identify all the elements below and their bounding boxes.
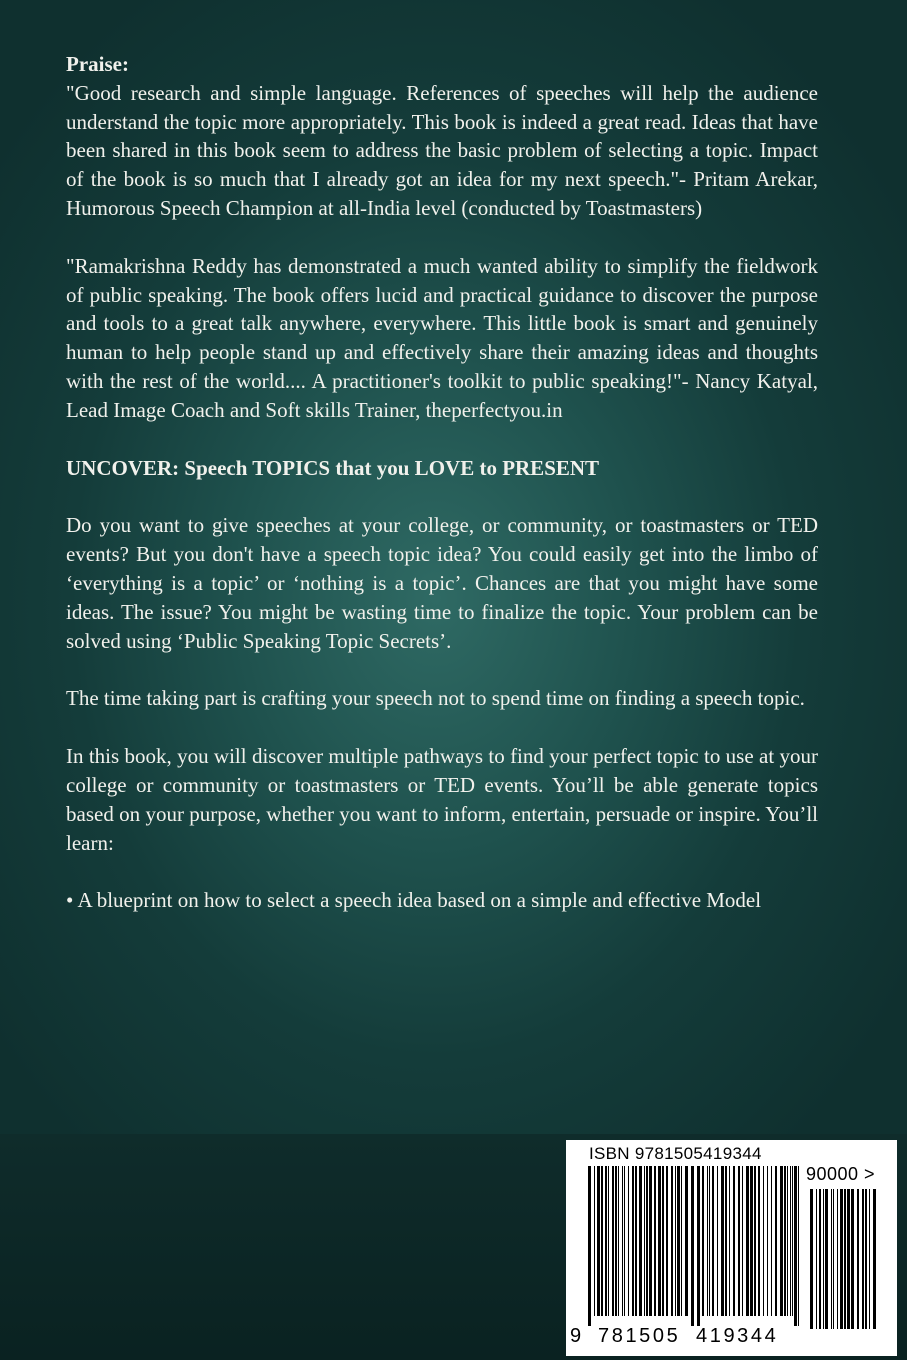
barcode-bar [702, 1166, 704, 1316]
barcode-bar [697, 1166, 700, 1326]
barcode-bar [646, 1166, 648, 1316]
praise-quote-1: "Good research and simple language. References of speeches will help the audience understand the topic more appropriately. This book is indeed a great read. Ideas that have been shared in this book seem to address the basic problem of selecting a topic. Impact of the book is so much that I already got an idea for my next speech."- Pritam Arekar, Humorous Speech Champion at all-India level (conducted by Toastmasters) [66, 80, 818, 220]
barcode-bar [790, 1166, 791, 1316]
barcode-bar [819, 1189, 821, 1329]
praise-quote-2: "Ramakrishna Reddy has demonstrated a much wanted ability to simplify the fieldwork of public speaking. The book offers lucid and practical guidance to discover the purpose and tools to a great talk anywhere, everywhere. This little book is smart and genuinely human to help people stand up and effectively share their amazing ideas and thoughts with the rest of the world.... A practitioner's toolkit to public speaking!"- Nancy Katyal, Lead Image Coach and Soft skills Trainer, theperfectyou.in [66, 253, 818, 422]
bullet-item: • A blueprint on how to select a speech idea based on a simple and effective Model [66, 888, 762, 913]
barcode-bar [691, 1166, 694, 1326]
barcode-digits-left: 781505 [598, 1325, 681, 1347]
barcode-bar [837, 1189, 838, 1329]
barcode-bar [685, 1166, 688, 1316]
barcode-bar [707, 1166, 708, 1316]
barcode-bar [588, 1166, 591, 1326]
barcode-bar [833, 1189, 834, 1329]
barcode-bar [639, 1166, 642, 1316]
barcode-bar [733, 1166, 735, 1316]
description-paragraph-2: The time taking part is crafting your speech not to spend time on finding a speech topic. [66, 686, 805, 711]
barcode-bar [742, 1166, 743, 1316]
barcode-bar [825, 1189, 828, 1329]
description-paragraph-1: Do you want to give speeches at your college, or community, or toastmasters or TED events? But you don't have a speech topic idea? You could easily get into the limbo of ‘everything is a topic’ or ‘nothing is a topic’. Chances are that you might have some ideas. The issue? You might be wasting time to finalize the topic. Your problem can be solved using ‘Public Speaking Topic Secrets’. [66, 513, 818, 653]
barcode-bar [618, 1166, 619, 1316]
barcode-bar [763, 1166, 764, 1316]
isbn-label: ISBN 9781505419344 [589, 1144, 762, 1163]
barcode-bar [654, 1166, 656, 1316]
barcode-bar [649, 1166, 652, 1316]
barcode-bar [758, 1166, 760, 1316]
barcode-bar [784, 1166, 786, 1316]
barcode-bar [624, 1166, 625, 1316]
barcode-bar [622, 1166, 623, 1316]
barcode-digits-right: 419344 [696, 1325, 779, 1347]
barcode-bar [628, 1166, 629, 1316]
barcode-bar [721, 1166, 724, 1316]
description-paragraph-3: In this book, you will discover multiple pathways to find your perfect topic to use at your college or community or toastmasters or TED events. You’ll be able generate topics based on your purpose, whether you want to inform, entertain, persuade or inspire. You’ll learn: [66, 744, 818, 855]
barcode-bar [780, 1166, 783, 1316]
barcode-bar [754, 1166, 756, 1316]
barcode-bar [873, 1189, 876, 1329]
barcode-bar [831, 1189, 832, 1329]
barcode-bar [787, 1166, 788, 1316]
barcode-bar [601, 1166, 603, 1316]
barcode-bar [857, 1189, 859, 1329]
barcode-bar [767, 1166, 768, 1316]
barcode-bar [712, 1166, 714, 1316]
book-headline: UNCOVER: Speech TOPICS that you LOVE to PRESENT [66, 455, 600, 480]
blurb-text [66, 50, 818, 915]
barcode-bar [840, 1189, 843, 1329]
barcode-bar [771, 1166, 772, 1316]
barcode-bar [666, 1166, 668, 1316]
barcode-bar [605, 1166, 607, 1316]
barcode-bar [717, 1166, 718, 1316]
barcode-bars-main [588, 1166, 800, 1326]
barcode-bar [810, 1189, 813, 1329]
barcode-bar [662, 1166, 664, 1316]
barcode-bar [677, 1166, 680, 1316]
barcode-bar [709, 1166, 710, 1316]
barcode-bar [869, 1189, 870, 1329]
barcode-bar [738, 1166, 740, 1316]
barcode-bar [729, 1166, 730, 1316]
barcode-bar [681, 1166, 682, 1316]
barcode-bar [851, 1189, 854, 1329]
barcode-bar [746, 1166, 749, 1316]
barcode-bar [675, 1166, 676, 1316]
barcode-bars-addon [810, 1189, 876, 1329]
barcode-bar [816, 1189, 817, 1329]
barcode-bar [594, 1166, 595, 1316]
barcode-bar [644, 1166, 645, 1316]
barcode-digit-first: 9 [570, 1325, 584, 1347]
barcode-bar [862, 1189, 864, 1329]
praise-heading: Praise: [66, 52, 129, 76]
barcode-bar [671, 1166, 673, 1316]
barcode-bar [608, 1166, 609, 1316]
barcode-bar [794, 1166, 797, 1326]
price-code: 90000 > [806, 1164, 876, 1184]
barcode-bar [658, 1166, 661, 1316]
barcode-bar [775, 1166, 777, 1316]
barcode-bar [612, 1166, 614, 1316]
barcode-bar [792, 1166, 793, 1316]
barcode-bar [632, 1166, 634, 1316]
barcode-bar [865, 1189, 867, 1329]
isbn-barcode [566, 1140, 897, 1356]
barcode-bar [798, 1166, 799, 1326]
barcode-bar [847, 1189, 850, 1329]
barcode-bar [750, 1166, 753, 1316]
barcode-bar [597, 1166, 600, 1316]
barcode-bar [725, 1166, 727, 1316]
barcode-bar [823, 1189, 824, 1329]
barcode-bar [844, 1189, 846, 1329]
barcode-bar [615, 1166, 617, 1316]
barcode-bar [635, 1166, 637, 1316]
